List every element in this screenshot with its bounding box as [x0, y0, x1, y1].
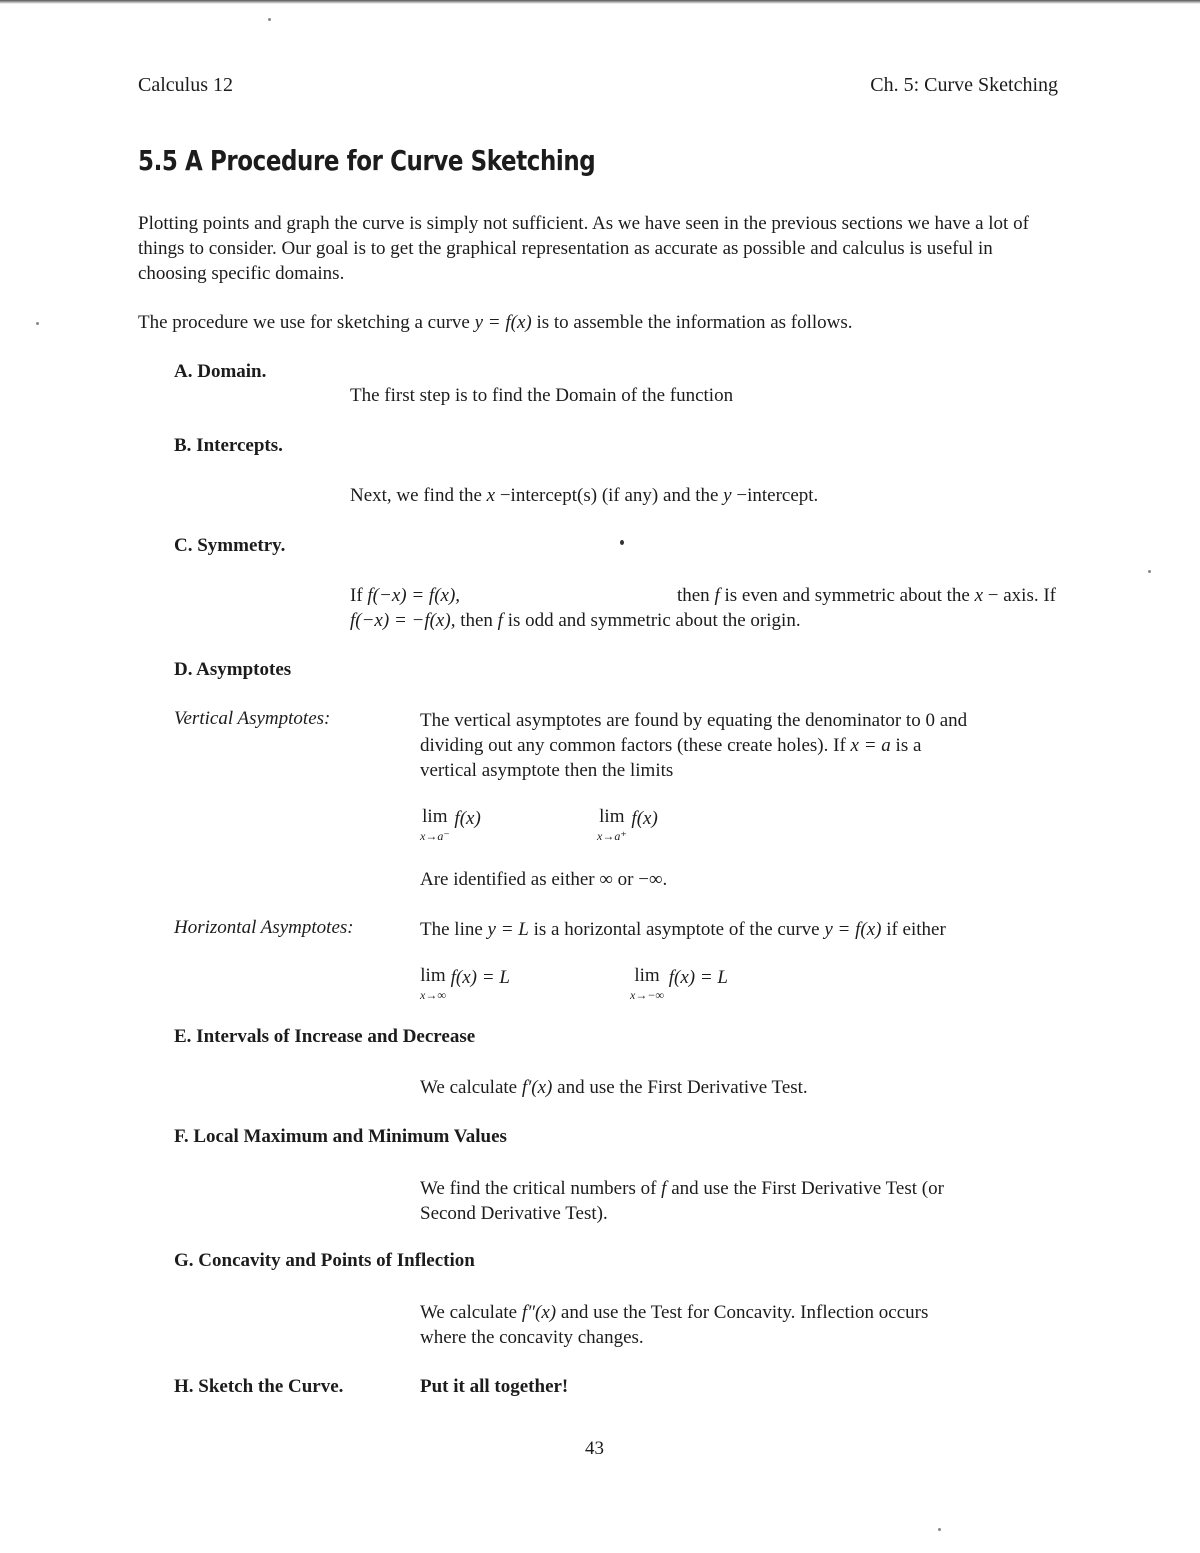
section-h-text: Put it all together! [420, 1376, 569, 1397]
g-text-2: and use the Test for Concavity. Inflection occurs [556, 1302, 929, 1323]
v-line2-eq: x = a [850, 735, 891, 756]
procedure-text-2: is to assemble the information as follows. [531, 312, 853, 333]
scan-speck [1148, 570, 1151, 573]
section-d-heading: D. Asymptotes [174, 659, 292, 680]
section-c-line1 [350, 583, 1056, 608]
scan-speck [620, 540, 624, 545]
vertical-line1: The vertical asymptotes are found by equating the denominator to 0 and [420, 710, 968, 731]
scan-speck [36, 322, 39, 325]
limit-left-horizontal [420, 967, 510, 1004]
g-second-derivative: f″(x) [521, 1302, 557, 1323]
procedure-text-1: The procedure we use for sketching a curve [138, 312, 475, 333]
c-even-eq: f(−x) = f(x), [367, 585, 461, 606]
section-b-text [350, 483, 818, 508]
h-eq-1: y = L [487, 919, 529, 940]
lim-subscript: x→∞ [420, 988, 446, 1002]
h-eq-2: y = f(x) [824, 919, 882, 940]
section-g-line1 [420, 1300, 928, 1325]
lim-function: f(x) = L [668, 967, 728, 988]
limit-right-vertical [597, 808, 658, 845]
c-if: If [350, 585, 368, 606]
c-axis: − axis. If [983, 585, 1056, 606]
header-right: Ch. 5: Curve Sketching [870, 74, 1058, 96]
vertical-after-text: Are identified as either ∞ or −∞. [420, 869, 668, 890]
h-text-3: if either [881, 919, 946, 940]
h-text-1: The line [420, 919, 488, 940]
c-f-2: f [497, 610, 503, 631]
section-g-line2: where the concavity changes. [420, 1327, 644, 1348]
b-y-var: y [723, 485, 732, 506]
c-f: f [714, 585, 720, 606]
section-f-heading: F. Local Maximum and Minimum Values [174, 1126, 507, 1147]
v-line2-text: dividing out any common factors (these create holes). If [420, 735, 851, 756]
section-g-heading: G. Concavity and Points of Inflection [174, 1250, 475, 1271]
lim-word: lim [599, 806, 625, 827]
header-left: Calculus 12 [138, 74, 233, 96]
section-c-heading: C. Symmetry. [174, 535, 286, 556]
vertical-asymptotes-label: Vertical Asymptotes: [174, 708, 331, 729]
limit-operator [630, 967, 664, 1004]
section-b-heading: B. Intercepts. [174, 435, 283, 456]
section-f-line2: Second Derivative Test). [420, 1203, 608, 1224]
h-text-2: is a horizontal asymptote of the curve [528, 919, 825, 940]
g-text-1: We calculate [420, 1302, 522, 1323]
lim-word: lim [420, 965, 446, 986]
section-f-line1 [420, 1176, 944, 1201]
lim-subscript: x→a⁺ [597, 829, 627, 843]
intro-paragraph: Plotting points and graph the curve is simply not sufficient. As we have seen in the previous sections we have a lot of things to consider. Our goal is to get the graphical representation as accurate as possible and calculus is useful in choosing specific domains. [138, 213, 1029, 284]
horizontal-line [420, 917, 946, 942]
section-e-heading: E. Intervals of Increase and Decrease [174, 1026, 476, 1047]
lim-function: f(x) [631, 808, 658, 829]
c-line1-part2 [677, 583, 1056, 608]
c-then: then [676, 585, 715, 606]
lim-function: f(x) [454, 808, 481, 829]
e-text-2: and use the First Derivative Test. [552, 1077, 808, 1098]
e-derivative: f′(x) [521, 1077, 553, 1098]
b-text-1: Next, we find the [350, 485, 487, 506]
e-text-1: We calculate [420, 1077, 522, 1098]
limit-operator [420, 967, 446, 1004]
limit-operator [597, 808, 627, 845]
procedure-sentence [138, 310, 853, 335]
scan-speck [938, 1528, 941, 1531]
limit-right-horizontal [630, 967, 728, 1004]
vertical-line3: vertical asymptote then the limits [420, 760, 674, 781]
f-text-1: We find the critical numbers of [420, 1178, 662, 1199]
b-text-3: −intercept. [731, 485, 819, 506]
v-line2-tail: is a [890, 735, 922, 756]
scan-edge [0, 0, 1200, 4]
vertical-line2 [420, 733, 921, 758]
section-h-heading: H. Sketch the Curve. [174, 1376, 344, 1397]
c-then-2: then [455, 610, 498, 631]
scan-speck [268, 18, 271, 21]
page-title: 5.5 A Procedure for Curve Sketching [138, 144, 596, 177]
f-text-2: and use the First Derivative Test (or [666, 1178, 944, 1199]
lim-word: lim [422, 806, 448, 827]
f-var: f [661, 1178, 667, 1199]
section-e-text [420, 1075, 808, 1100]
limit-left-vertical [420, 808, 481, 845]
lim-subscript: x→a⁻ [420, 829, 450, 843]
c-odd-text: is odd and symmetric about the origin. [502, 610, 801, 631]
limit-operator [420, 808, 450, 845]
c-line1-part1 [350, 583, 460, 608]
c-x: x [974, 585, 984, 606]
c-odd-eq: f(−x) = −f(x), [350, 610, 456, 631]
lim-word: lim [634, 965, 660, 986]
lim-subscript: x→−∞ [630, 988, 664, 1002]
page-number: 43 [585, 1438, 604, 1459]
section-c-line2 [350, 608, 801, 633]
section-a-text: The first step is to find the Domain of the function [350, 385, 734, 406]
horizontal-asymptotes-label: Horizontal Asymptotes: [174, 917, 354, 938]
procedure-equation: y = f(x) [474, 312, 532, 333]
section-a-heading: A. Domain. [174, 361, 267, 382]
c-even-text: is even and symmetric about the [719, 585, 975, 606]
b-text-2: −intercept(s) (if any) and the [495, 485, 724, 506]
b-x-var: x [486, 485, 496, 506]
lim-function: f(x) = L [450, 967, 510, 988]
